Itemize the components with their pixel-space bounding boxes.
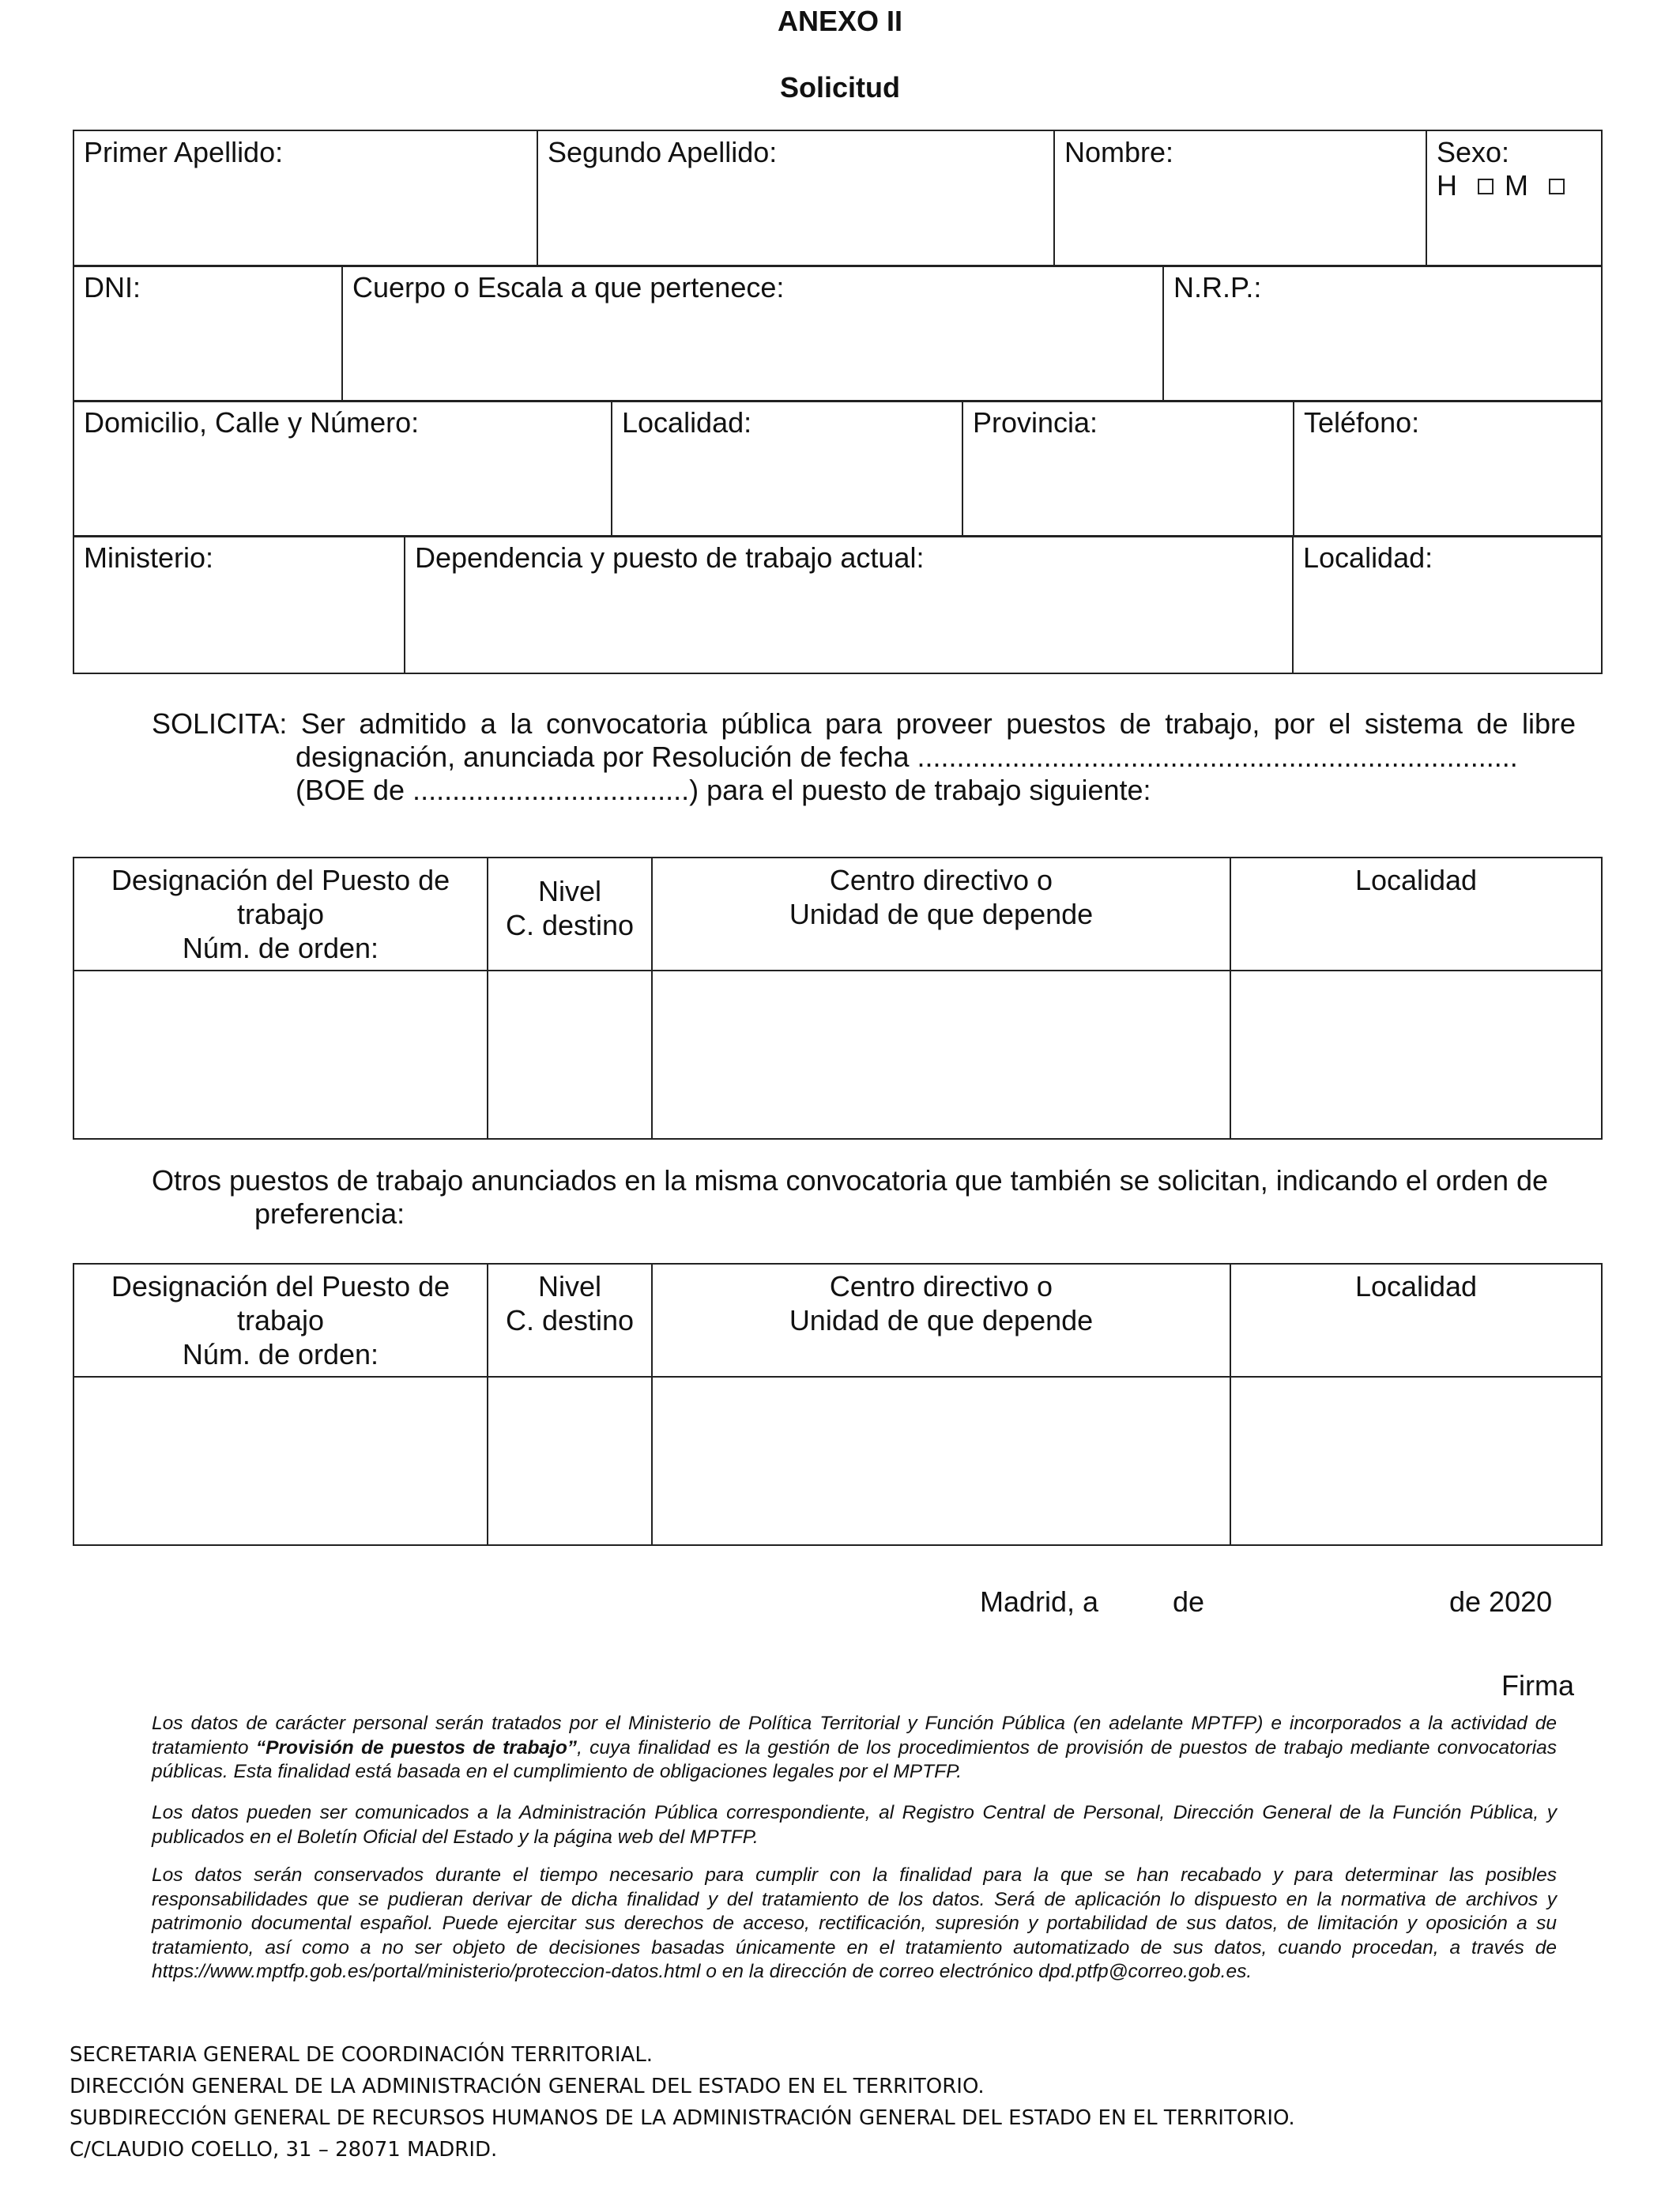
puesto-designacion-cell[interactable]: [73, 971, 488, 1139]
sexo-h-label: H: [1437, 169, 1457, 202]
personal-data-table-row2: [73, 265, 1603, 402]
puesto-header-localidad-label: Localidad: [1354, 864, 1478, 896]
ministerio-field[interactable]: [73, 536, 405, 673]
otros-header-centro-l2: Unidad de que depende: [789, 1304, 1094, 1336]
annex-title: ANEXO II: [777, 5, 903, 37]
telefono-field[interactable]: [1294, 401, 1602, 537]
puesto-header-centro-l2: Unidad de que depende: [789, 898, 1094, 930]
sexo-m-label: M: [1505, 169, 1528, 202]
domicilio-field[interactable]: [73, 401, 612, 537]
solicita-line-1: SOLICITA: Ser admitido a la convocatoria pública para proveer puestos de trabajo, por el sistema de libre: [152, 707, 1576, 740]
puesto-header-designacion-l3: Núm. de orden:: [182, 932, 379, 964]
otros-puestos-table: [73, 1263, 1603, 1546]
domicilio-label: Domicilio, Calle y Número:: [84, 406, 420, 439]
otros-header-designacion-l3: Núm. de orden:: [182, 1338, 379, 1370]
provincia-field[interactable]: [962, 401, 1294, 537]
footer-line-4: C/CLAUDIO COELLO, 31 – 28071 MADRID.: [70, 2138, 498, 2162]
privacy-p1-text-a: Los datos de carácter personal serán tratados por el Ministerio de Política Territorial y Función Pública (en adelante MPTFP) e incorporados a la actividad de tratamiento: [152, 1713, 1557, 1759]
puesto-nivel-cell[interactable]: [488, 971, 652, 1139]
dni-field[interactable]: [73, 266, 342, 401]
nrp-label: N.R.P.:: [1173, 271, 1262, 303]
otros-line-1: Otros puestos de trabajo anunciados en la misma convocatoria que también se solicitan, indicando el orden de: [152, 1164, 1549, 1197]
otros-header-designacion-l2: trabajo: [236, 1304, 325, 1336]
puesto-localidad-cell[interactable]: [1230, 971, 1602, 1139]
puesto-header-designacion-l1: Designación del Puesto de: [111, 864, 450, 896]
dependencia-field[interactable]: [405, 536, 1293, 673]
puesto-header-centro-l1: Centro directivo o: [829, 864, 1053, 896]
privacy-paragraph-1: [152, 1712, 1557, 1785]
page-subtitle: Solicitud: [780, 71, 900, 104]
puesto-header-nivel: [488, 858, 652, 971]
solicita-line-3: (BOE de ...................................) para el puesto de trabajo siguiente:: [296, 774, 1151, 806]
footer-line-1: SECRETARIA GENERAL DE COORDINACIÓN TERRITORIAL.: [70, 2043, 654, 2067]
firma-label: Firma: [1501, 1669, 1574, 1702]
puesto-header-localidad: [1230, 858, 1602, 971]
segundo-apellido-field[interactable]: [537, 130, 1054, 266]
otros-header-designacion: [73, 1264, 488, 1377]
otros-header-centro-l1: Centro directivo o: [829, 1270, 1053, 1302]
nombre-label: Nombre:: [1064, 136, 1174, 168]
otros-header-localidad-label: Localidad: [1354, 1270, 1478, 1302]
localidad-actual-label: Localidad:: [1303, 541, 1433, 574]
sexo-field: [1426, 130, 1602, 266]
otros-header-localidad: [1230, 1264, 1602, 1377]
sexo-m-checkbox[interactable]: [1549, 179, 1565, 194]
segundo-apellido-label: Segundo Apellido:: [548, 136, 778, 168]
primer-apellido-field[interactable]: [73, 130, 537, 266]
provincia-label: Provincia:: [973, 406, 1098, 439]
puesto-table: [73, 857, 1603, 1140]
otros-header-nivel-l2: C. destino: [505, 1304, 635, 1336]
personal-data-table-row4: [73, 535, 1603, 674]
privacy-p1-bold: “Provisión de puestos de trabajo”: [255, 1736, 578, 1759]
sexo-options: [1437, 169, 1591, 202]
otros-header-nivel-l1: Nivel: [537, 1270, 601, 1302]
localidad-field[interactable]: [612, 401, 962, 537]
cuerpo-field[interactable]: [342, 266, 1163, 401]
puesto-header-designacion: [73, 858, 488, 971]
de-2020-label: de 2020: [1449, 1585, 1553, 1618]
de-label: de: [1173, 1585, 1205, 1618]
sexo-label: Sexo:: [1437, 136, 1510, 168]
nrp-field[interactable]: [1163, 266, 1602, 401]
otros-header-nivel: [488, 1264, 652, 1377]
solicita-line-2: designación, anunciada por Resolución de fecha ............................................................................: [296, 741, 1518, 773]
puesto-header-nivel-l1: Nivel: [537, 875, 601, 907]
puesto-centro-cell[interactable]: [652, 971, 1230, 1139]
ministerio-label: Ministerio:: [84, 541, 214, 574]
otros-localidad-cell[interactable]: [1230, 1377, 1602, 1545]
cuerpo-label: Cuerpo o Escala a que pertenece:: [352, 271, 785, 303]
madrid-label: Madrid, a: [980, 1585, 1099, 1618]
puesto-header-designacion-l2: trabajo: [236, 898, 325, 930]
telefono-label: Teléfono:: [1304, 406, 1420, 439]
sexo-h-checkbox[interactable]: [1478, 179, 1494, 194]
privacy-paragraph-2: Los datos pueden ser comunicados a la Administración Pública correspondiente, al Registro Central de Personal, Dirección General de la Función Pública, y publicados en el Boletín Oficial del Estado y la página web del MPTFP.: [152, 1802, 1557, 1848]
otros-nivel-cell[interactable]: [488, 1377, 652, 1545]
privacy-p1-text-b: , cuya finalidad es la gestión de los procedimientos de provisión de puestos de trabajo mediante convocatorias públicas. Esta finalidad está basada en el cumplimiento de obligaciones legales por el MPTFP.: [152, 1736, 1557, 1782]
localidad-label: Localidad:: [622, 406, 752, 439]
dependencia-label: Dependencia y puesto de trabajo actual:: [415, 541, 925, 574]
personal-data-table: [73, 130, 1603, 267]
nombre-field[interactable]: [1054, 130, 1426, 266]
personal-data-table-row3: [73, 400, 1603, 537]
footer-line-3: SUBDIRECCIÓN GENERAL DE RECURSOS HUMANOS DE LA ADMINISTRACIÓN GENERAL DEL ESTADO EN EL TERRITORIO.: [70, 2106, 1295, 2130]
otros-header-designacion-l1: Designación del Puesto de: [111, 1270, 450, 1302]
puesto-header-centro: [652, 858, 1230, 971]
privacy-paragraph-3: Los datos serán conservados durante el tiempo necesario para cumplir con la finalidad para la que se han recabado y para determinar las posibles responsabilidades que se pudieran derivar de dicha finalidad y del tratamiento de los datos. Será de aplicación lo dispuesto en la normativa de archivos y patrimonio documental español. Puede ejercitar sus derechos de acceso, rectificación, supresión y portabilidad de sus datos, de limitación y oposición a su tratamiento, así como a no ser objeto de decisiones basadas únicamente en el tratamiento automatizado de sus datos, cuando procedan, a través de https://www.mptfp.gob.es/portal/ministerio/proteccion-datos.html o en la dirección de correo electrónico dpd.ptfp@correo.gob.es.: [152, 1864, 1557, 1982]
primer-apellido-label: Primer Apellido:: [84, 136, 284, 168]
otros-header-centro: [652, 1264, 1230, 1377]
puesto-header-nivel-l2: C. destino: [505, 909, 635, 941]
dni-label: DNI:: [84, 271, 141, 303]
footer-line-2: DIRECCIÓN GENERAL DE LA ADMINISTRACIÓN GENERAL DEL ESTADO EN EL TERRITORIO.: [70, 2075, 985, 2098]
localidad-actual-field[interactable]: [1293, 536, 1602, 673]
otros-centro-cell[interactable]: [652, 1377, 1230, 1545]
otros-line-2: preferencia:: [254, 1197, 405, 1230]
otros-designacion-cell[interactable]: [73, 1377, 488, 1545]
